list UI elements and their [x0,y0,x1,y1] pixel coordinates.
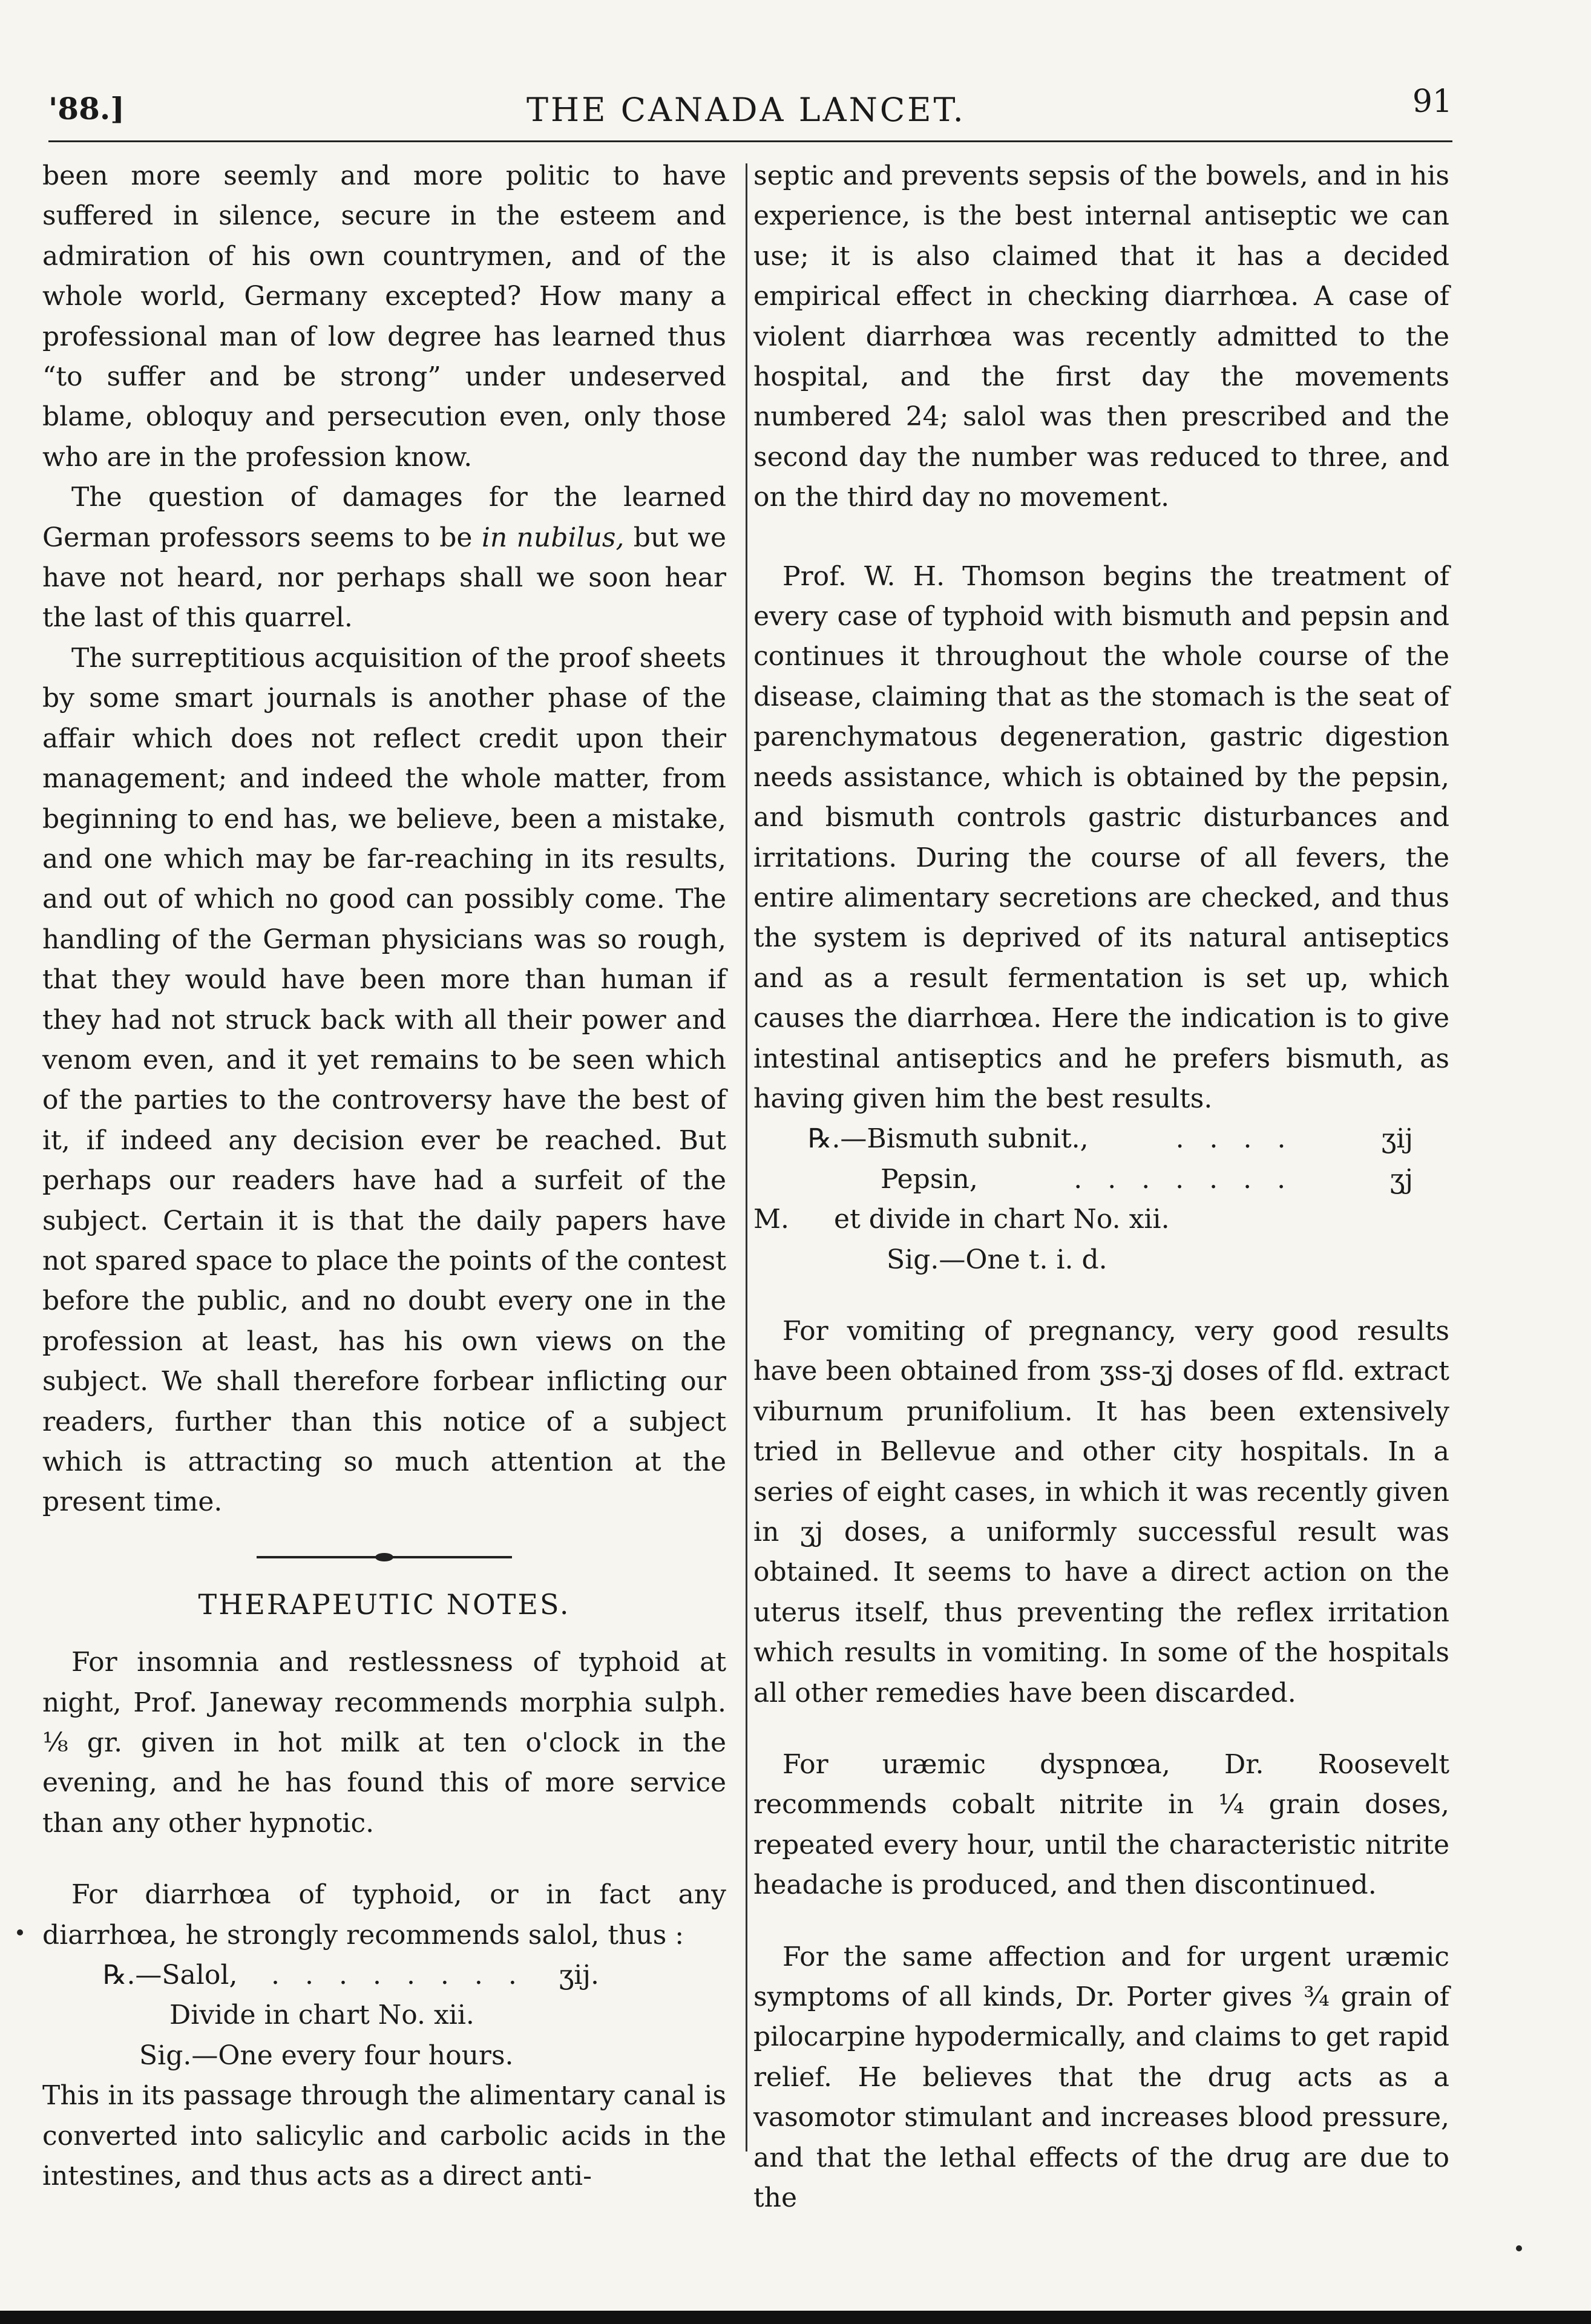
prescription-bismuth [753,1119,1449,1159]
section-ornament [42,1536,726,1578]
column-divider [746,163,747,2152]
right-paragraph-5: For the same affection and for urgent uræmic symptoms of all kinds, Dr. Porter gives ¾ grain of pilocarpine hypodermically, and claims to get rapid relief. He believes that the drug acts as a vasomotor stimulant and increases blood pressure, and that the lethal effects of the drug are due to the [753,1941,1449,2214]
left-paragraph-4: For insomnia and restlessness of typhoid at night, Prof. Janeway recommends morphia sulph. ⅛ gr. given in hot milk at ten o'clock in the evening, and he has found this of more service than any other hypnotic. [42,1647,726,1839]
left-paragraph-6: This in its passage through the alimentary canal is converted into salicylic and carbolic acids in the intestines, and thus acts as a direct anti- [42,2080,726,2192]
header-rule [48,140,1452,142]
spacer [753,518,1449,557]
right-paragraph-2: Prof. W. H. Thomson begins the treatment of every case of typhoid with bismuth and pepsin and continues it throughout the whole course of the disease, claiming that as the stomach is the seat of parenchymatous degeneration, gastric digestion needs assistance, which is obtained by the pepsin, and bismuth controls gastric disturbances and irritations. During the course of all fevers, the entire alimentary secretions are checked, and thus the system is deprived of its natural antiseptics and as a result fermentation is set up, which causes the diarrhœa. Here the indication is to give intestinal antiseptics and he prefers bismuth, as having given him the best results. [753,560,1449,1114]
ornament-line-right [391,1556,512,1558]
rx-bismuth-amount: ʒij [1381,1123,1413,1155]
right-paragraph-4: For uræmic dyspnœa, Dr. Roosevelt recommends cobalt nitrite in ¼ grain doses, repeated every hour, until the characteristic nitrite headache is produced, and then discontinued. [753,1749,1449,1901]
para2-end: but we have not heard, nor perhaps shall we soon hear the last of this quarrel. [42,522,727,634]
left-paragraph-1: been more seemly and more politic to have suffered in silence, secure in the esteem and admiration of his own countrymen, and of the whole world, Germany excepted? How many a professional man of low degree has learned thus “to suffer and be strong” under undeserved blame, obloquy and persecution even, only those who are in the profession know. [42,160,726,473]
para2-start: The question of damages for the learned German professors seems to be [42,482,726,553]
ornament-line-left [257,1556,378,1558]
rx-salol-amount: ʒij. [559,1960,599,1991]
rx-pepsin-name: Pepsin, [881,1163,978,1195]
right-column [753,156,1449,2219]
running-header [48,84,1452,139]
rx-divide-line: Divide in chart No. xii. [169,2000,474,2031]
left-column [42,156,726,2197]
header-year: '88.] [48,91,125,126]
rx-pepsin-dots: . . . . . . . [1074,1163,1294,1195]
rx-bismuth-name: ℞.—Bismuth subnit., [808,1123,1089,1155]
spacer [753,1713,1449,1745]
spacer [753,1280,1449,1311]
rx-pepsin-amount: ʒj [1389,1163,1413,1195]
rx-m-label: M. [753,1204,790,1235]
rx-bismuth-dots: . . . . [1175,1123,1294,1155]
left-paragraph-3: The surreptitious acquisition of the proof sheets by some smart journals is another phase of the affair which does not reflect credit upon their management; and indeed the whole matter, from beginning to end has, we believe, been a mistake, and one which may be far-reaching in its results, and out of which no good can possibly come. The handling of the German physicians was so rough, that they would have been more than human if they had not struck back with all their power and venom even, and it yet remains to be seen which of the parties to the controversy have the best of it, if indeed any decision ever be reached. But perhaps our readers have had a surfeit of the subject. Certain it is that the daily papers have not spared space to place the points of the contest before the public, and no doubt every one in the profession at least, has his own views on the subject. We shall therefore forbear inflicting our readers, further than this notice of a subject which is attracting so much attention at the present time. [42,642,726,1518]
prescription-pepsin [753,1160,1449,1200]
left-paragraph-5: For diarrhœa of typhoid, or in fact any diarrhœa, he strongly recommends salol, thus : [42,1879,726,1951]
right-paragraph-3: For vomiting of pregnancy, very good results have been obtained from ʒss-ʒj doses of fld. extract viburnum prunifolium. It has been extensively tried in Bellevue and other city hospitals. In a series of eight cases, in which it was recently given in ʒj doses, a uniformly successful result was obtained. It seems to have a direct action on the uterus itself, thus preventing the reflex irritation which results in vomiting. In some of the hospitals all other remedies have been discarded. [753,1315,1449,1709]
scan-edge [0,2311,1591,2324]
prescription-salol [42,1955,726,1995]
rx-mix-line [753,1200,1449,1239]
stray-ink-mark [17,1929,23,1935]
spacer [753,1906,1449,1937]
stray-ink-mark [1516,2245,1522,2251]
page-number: 91 [1412,84,1452,120]
para2-italic: in nubilus, [481,522,625,553]
section-heading: THERAPEUTIC NOTES. [198,1587,571,1621]
journal-title: THE CANADA LANCET. [527,91,966,129]
left-paragraph-2 [42,478,726,638]
right-paragraph-1: septic and prevents sepsis of the bowels, and in his experience, is the best internal antiseptic we can use; it is also claimed that it has a decided empirical effect in checking diarrhœa. A case of violent diarrhœa was recently admitted to the hospital, and the first day the movements numbered 24; salol was then prescribed and the second day the number was reduced to three, and on the third day no movement. [753,160,1449,513]
rx-salol-name: ℞.—Salol, [103,1960,238,1991]
rx-sig-line-right: Sig.—One t. i. d. [887,1244,1107,1275]
rx-sig-line: Sig.—One every four hours. [139,2040,514,2071]
rx-m-text: et divide in chart No. xii. [834,1204,1170,1235]
spacer [42,1843,726,1875]
rx-salol-dots: . . . . . . . . [271,1960,525,1991]
